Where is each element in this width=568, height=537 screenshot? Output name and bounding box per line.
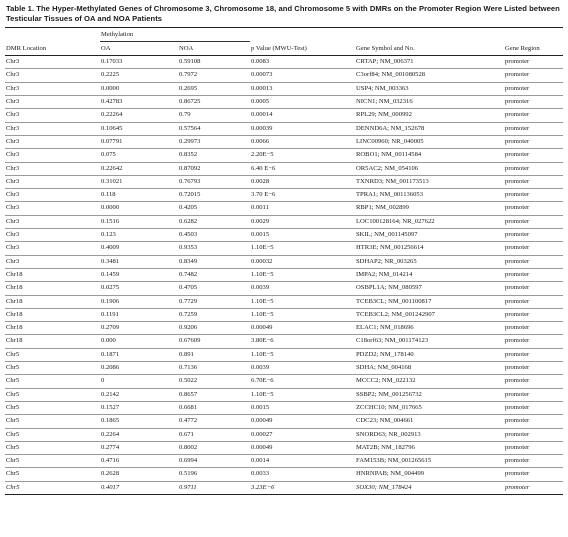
noa-value-cell: 0.6282 xyxy=(178,215,250,228)
p-value-cell: 0.0011 xyxy=(250,202,355,215)
oa-value-cell: 0.000 xyxy=(100,335,178,348)
oa-value-cell: 0.1527 xyxy=(100,401,178,414)
noa-value-cell: 0.7136 xyxy=(178,362,250,375)
gene-symbol-cell: OSBPL1A; NM_080597 xyxy=(355,282,504,295)
gene-region-cell: promoter xyxy=(504,268,563,281)
gene-symbol-cell: TPRA1; NM_001136053 xyxy=(355,189,504,202)
p-value-cell: 0.0015 xyxy=(250,229,355,242)
noa-value-cell: 0.57564 xyxy=(178,122,250,135)
gene-symbol-cell: IMPA2; NM_014214 xyxy=(355,268,504,281)
noa-value-cell: 0.86725 xyxy=(178,96,250,109)
p-value-cell: 0.0028 xyxy=(250,175,355,188)
dmr-location-cell: Chr18 xyxy=(5,322,100,335)
p-value-cell: 0.0066 xyxy=(250,135,355,148)
oa-value-cell: 0.075 xyxy=(100,149,178,162)
gene-symbol-cell: SDHAP2; NR_003265 xyxy=(355,255,504,268)
oa-value-cell: 0.123 xyxy=(100,229,178,242)
table-row xyxy=(5,282,563,295)
column-header-gene-region: Gene Region xyxy=(504,42,563,56)
noa-value-cell: 0.2695 xyxy=(178,82,250,95)
gene-region-cell: promoter xyxy=(504,162,563,175)
p-value-cell: 1.10E−5 xyxy=(250,268,355,281)
dmr-location-cell: Chr3 xyxy=(5,215,100,228)
oa-value-cell: 0.2142 xyxy=(100,388,178,401)
table-row xyxy=(5,82,563,95)
gene-region-cell: promoter xyxy=(504,202,563,215)
oa-value-cell: 0.1191 xyxy=(100,308,178,321)
table-row xyxy=(5,56,563,69)
oa-value-cell: 0.22264 xyxy=(100,109,178,122)
oa-value-cell: 0.22642 xyxy=(100,162,178,175)
oa-value-cell: 0.118 xyxy=(100,189,178,202)
noa-value-cell: 0.72015 xyxy=(178,189,250,202)
gene-symbol-cell: SKIL; NM_001145097 xyxy=(355,229,504,242)
oa-value-cell: 0.2774 xyxy=(100,441,178,454)
dmr-location-cell: Chr3 xyxy=(5,122,100,135)
table-row xyxy=(5,149,563,162)
p-value-cell: 0.00013 xyxy=(250,82,355,95)
noa-value-cell: 0.6681 xyxy=(178,401,250,414)
noa-value-cell: 0.8657 xyxy=(178,388,250,401)
noa-value-cell: 0.8002 xyxy=(178,441,250,454)
gene-symbol-cell: RBP1; NM_002899 xyxy=(355,202,504,215)
p-value-cell: 1.10E−5 xyxy=(250,348,355,361)
p-value-cell: 0.00014 xyxy=(250,109,355,122)
noa-value-cell: 0.6994 xyxy=(178,455,250,468)
dmr-location-cell: Chr5 xyxy=(5,348,100,361)
oa-value-cell: 0.2086 xyxy=(100,362,178,375)
table-row xyxy=(5,96,563,109)
noa-value-cell: 0.76793 xyxy=(178,175,250,188)
p-value-cell: 3.70 E−6 xyxy=(250,189,355,202)
gene-region-cell: promoter xyxy=(504,481,563,494)
table-row xyxy=(5,415,563,428)
noa-value-cell: 0.9206 xyxy=(178,322,250,335)
table-row xyxy=(5,375,563,388)
oa-value-cell: 0.1459 xyxy=(100,268,178,281)
document-page xyxy=(5,4,563,495)
dmr-location-cell: Chr3 xyxy=(5,162,100,175)
noa-value-cell: 0.8352 xyxy=(178,149,250,162)
table-row xyxy=(5,202,563,215)
dmr-location-cell: Chr3 xyxy=(5,109,100,122)
noa-value-cell: 0.29973 xyxy=(178,135,250,148)
table-row xyxy=(5,162,563,175)
noa-value-cell: 0.7259 xyxy=(178,308,250,321)
table-row xyxy=(5,109,563,122)
gene-region-cell: promoter xyxy=(504,175,563,188)
p-value-cell: 0.0014 xyxy=(250,455,355,468)
gene-region-cell: promoter xyxy=(504,335,563,348)
gene-region-cell: promoter xyxy=(504,69,563,82)
noa-value-cell: 0.671 xyxy=(178,428,250,441)
gene-symbol-cell: TXNRD3; NM_001173513 xyxy=(355,175,504,188)
table-row xyxy=(5,268,563,281)
gene-symbol-cell: PDZD2; NM_178140 xyxy=(355,348,504,361)
p-value-cell: 1.10E−5 xyxy=(250,388,355,401)
dmr-location-cell: Chr18 xyxy=(5,282,100,295)
gene-region-cell: promoter xyxy=(504,96,563,109)
gene-region-cell: promoter xyxy=(504,135,563,148)
oa-value-cell: 0.07791 xyxy=(100,135,178,148)
noa-value-cell: 0.7972 xyxy=(178,69,250,82)
gene-symbol-cell: CDC23; NM_004661 xyxy=(355,415,504,428)
dmr-location-cell: Chr5 xyxy=(5,455,100,468)
table-row xyxy=(5,322,563,335)
gene-region-cell: promoter xyxy=(504,401,563,414)
p-value-cell: 6.70E−6 xyxy=(250,375,355,388)
gene-region-cell: promoter xyxy=(504,189,563,202)
header-spacer xyxy=(5,28,100,42)
gene-symbol-cell: SSBP2; NM_001256732 xyxy=(355,388,504,401)
gene-symbol-cell: SOX30; NM_178424 xyxy=(355,481,504,494)
oa-value-cell: 0.2709 xyxy=(100,322,178,335)
gene-region-cell: promoter xyxy=(504,149,563,162)
p-value-cell: 0.00039 xyxy=(250,122,355,135)
p-value-cell: 0.00032 xyxy=(250,255,355,268)
gene-region-cell: promoter xyxy=(504,388,563,401)
p-value-cell: 1.10E−5 xyxy=(250,242,355,255)
methylation-table xyxy=(5,27,563,495)
gene-region-cell: promoter xyxy=(504,348,563,361)
p-value-cell: 1.10E−5 xyxy=(250,295,355,308)
dmr-location-cell: Chr18 xyxy=(5,295,100,308)
noa-value-cell: 0.87092 xyxy=(178,162,250,175)
p-value-cell: 0.00049 xyxy=(250,322,355,335)
gene-region-cell: promoter xyxy=(504,415,563,428)
p-value-cell: 3.80E−6 xyxy=(250,335,355,348)
table-row xyxy=(5,215,563,228)
table-row xyxy=(5,335,563,348)
noa-value-cell: 0.79 xyxy=(178,109,250,122)
dmr-location-cell: Chr3 xyxy=(5,229,100,242)
noa-value-cell: 0.5022 xyxy=(178,375,250,388)
oa-value-cell: 0.4017 xyxy=(100,481,178,494)
noa-value-cell: 0.5196 xyxy=(178,468,250,481)
gene-region-cell: promoter xyxy=(504,428,563,441)
gene-region-cell: promoter xyxy=(504,282,563,295)
gene-region-cell: promoter xyxy=(504,295,563,308)
p-value-cell: 0.0005 xyxy=(250,96,355,109)
p-value-cell: 0.00049 xyxy=(250,415,355,428)
p-value-cell: 0.0029 xyxy=(250,215,355,228)
gene-symbol-cell: SDHA; NM_004168 xyxy=(355,362,504,375)
gene-symbol-cell: FAM153B; NM_001265615 xyxy=(355,455,504,468)
table-body xyxy=(5,56,563,495)
table-caption: Table 1. The Hyper-Methylated Genes of Chromosome 3, Chromosome 18, and Chromosome 5 with DMRs on the Promoter Region Were Listed between Testicular Tissues of OA and NOA Patients xyxy=(6,4,560,23)
dmr-location-cell: Chr3 xyxy=(5,255,100,268)
header-spacer xyxy=(355,28,504,42)
oa-value-cell: 0.4716 xyxy=(100,455,178,468)
gene-symbol-cell: DENND6A; NM_152678 xyxy=(355,122,504,135)
dmr-location-cell: Chr5 xyxy=(5,388,100,401)
gene-symbol-cell: HTR3E; NM_001256614 xyxy=(355,242,504,255)
dmr-location-cell: Chr5 xyxy=(5,441,100,454)
table-row xyxy=(5,175,563,188)
table-row xyxy=(5,481,563,494)
oa-value-cell: 0.1865 xyxy=(100,415,178,428)
oa-value-cell: 0 xyxy=(100,375,178,388)
gene-region-cell: promoter xyxy=(504,109,563,122)
gene-region-cell: promoter xyxy=(504,56,563,69)
oa-value-cell: 0.42783 xyxy=(100,96,178,109)
oa-value-cell: 0.1871 xyxy=(100,348,178,361)
gene-symbol-cell: C18orf63; NM_001174123 xyxy=(355,335,504,348)
dmr-location-cell: Chr18 xyxy=(5,335,100,348)
gene-symbol-cell: ZCCHC10; NM_017665 xyxy=(355,401,504,414)
dmr-location-cell: Chr18 xyxy=(5,268,100,281)
gene-symbol-cell: C3orf84; NM_001080528 xyxy=(355,69,504,82)
header-spacer xyxy=(250,28,355,42)
column-header-noa: NOA xyxy=(178,42,250,56)
noa-value-cell: 0.891 xyxy=(178,348,250,361)
dmr-location-cell: Chr3 xyxy=(5,135,100,148)
oa-value-cell: 0.0000 xyxy=(100,82,178,95)
table-row xyxy=(5,189,563,202)
gene-symbol-cell: USP4; NM_003363 xyxy=(355,82,504,95)
table-row xyxy=(5,428,563,441)
gene-region-cell: promoter xyxy=(504,322,563,335)
table-row xyxy=(5,122,563,135)
p-value-cell: 0.00027 xyxy=(250,428,355,441)
p-value-cell: 0.0039 xyxy=(250,282,355,295)
gene-region-cell: promoter xyxy=(504,362,563,375)
oa-value-cell: 0.17033 xyxy=(100,56,178,69)
gene-symbol-cell: CRTAP; NM_006371 xyxy=(355,56,504,69)
p-value-cell: 6.40 E−6 xyxy=(250,162,355,175)
dmr-location-cell: Chr5 xyxy=(5,481,100,494)
oa-value-cell: 0.31021 xyxy=(100,175,178,188)
gene-region-cell: promoter xyxy=(504,255,563,268)
dmr-location-cell: Chr3 xyxy=(5,56,100,69)
p-value-cell: 1.10E−5 xyxy=(250,308,355,321)
gene-symbol-cell: TCEB3CL; NM_001100817 xyxy=(355,295,504,308)
table-row xyxy=(5,455,563,468)
dmr-location-cell: Chr5 xyxy=(5,415,100,428)
table-row xyxy=(5,135,563,148)
oa-value-cell: 0.2264 xyxy=(100,428,178,441)
table-row xyxy=(5,401,563,414)
dmr-location-cell: Chr5 xyxy=(5,375,100,388)
noa-value-cell: 0.7729 xyxy=(178,295,250,308)
noa-value-cell: 0.9711 xyxy=(178,481,250,494)
gene-region-cell: promoter xyxy=(504,215,563,228)
noa-value-cell: 0.9353 xyxy=(178,242,250,255)
p-value-cell: 0.00073 xyxy=(250,69,355,82)
gene-symbol-cell: ELAC1; NM_018696 xyxy=(355,322,504,335)
gene-symbol-cell: NICN1; NM_032316 xyxy=(355,96,504,109)
gene-region-cell: promoter xyxy=(504,375,563,388)
noa-value-cell: 0.59108 xyxy=(178,56,250,69)
gene-symbol-cell: MAT2B; NM_182796 xyxy=(355,441,504,454)
table-row xyxy=(5,229,563,242)
p-value-cell: 3.23E−6 xyxy=(250,481,355,494)
oa-value-cell: 0.4009 xyxy=(100,242,178,255)
noa-value-cell: 0.4205 xyxy=(178,202,250,215)
oa-value-cell: 0.1516 xyxy=(100,215,178,228)
gene-symbol-cell: LOC100128164; NR_027622 xyxy=(355,215,504,228)
oa-value-cell: 0.0000 xyxy=(100,202,178,215)
gene-symbol-cell: LINC00960; NR_040005 xyxy=(355,135,504,148)
oa-value-cell: 0.2628 xyxy=(100,468,178,481)
gene-symbol-cell: HNRNPAB; NM_004499 xyxy=(355,468,504,481)
noa-value-cell: 0.4503 xyxy=(178,229,250,242)
dmr-location-cell: Chr5 xyxy=(5,468,100,481)
oa-value-cell: 0.10645 xyxy=(100,122,178,135)
column-header-p-value: p Value (MWU-Test) xyxy=(250,42,355,56)
header-spacer xyxy=(504,28,563,42)
dmr-location-cell: Chr3 xyxy=(5,189,100,202)
p-value-cell: 0.00049 xyxy=(250,441,355,454)
dmr-location-cell: Chr3 xyxy=(5,82,100,95)
dmr-location-cell: Chr5 xyxy=(5,362,100,375)
gene-region-cell: promoter xyxy=(504,229,563,242)
oa-value-cell: 0.0275 xyxy=(100,282,178,295)
table-row xyxy=(5,295,563,308)
dmr-location-cell: Chr5 xyxy=(5,428,100,441)
gene-region-cell: promoter xyxy=(504,308,563,321)
gene-region-cell: promoter xyxy=(504,441,563,454)
dmr-location-cell: Chr18 xyxy=(5,308,100,321)
column-header-dmr-location: DMR Location xyxy=(5,42,100,56)
dmr-location-cell: Chr3 xyxy=(5,149,100,162)
oa-value-cell: 0.1906 xyxy=(100,295,178,308)
header-columns-row xyxy=(5,42,563,56)
dmr-location-cell: Chr3 xyxy=(5,242,100,255)
table-row xyxy=(5,468,563,481)
gene-region-cell: promoter xyxy=(504,122,563,135)
dmr-location-cell: Chr3 xyxy=(5,69,100,82)
table-row xyxy=(5,441,563,454)
gene-symbol-cell: MCCC2; NM_022132 xyxy=(355,375,504,388)
p-value-cell: 0.0015 xyxy=(250,401,355,414)
noa-value-cell: 0.7482 xyxy=(178,268,250,281)
p-value-cell: 0.0083 xyxy=(250,56,355,69)
header-group-row xyxy=(5,28,563,42)
gene-symbol-cell: SNORD63; NR_002913 xyxy=(355,428,504,441)
p-value-cell: 0.0039 xyxy=(250,362,355,375)
gene-symbol-cell: ROBO1; NM_00114584 xyxy=(355,149,504,162)
noa-value-cell: 0.8349 xyxy=(178,255,250,268)
column-header-oa: OA xyxy=(100,42,178,56)
gene-region-cell: promoter xyxy=(504,242,563,255)
table-row xyxy=(5,362,563,375)
noa-value-cell: 0.4772 xyxy=(178,415,250,428)
table-row xyxy=(5,242,563,255)
dmr-location-cell: Chr5 xyxy=(5,401,100,414)
gene-region-cell: promoter xyxy=(504,455,563,468)
oa-value-cell: 0.3481 xyxy=(100,255,178,268)
dmr-location-cell: Chr3 xyxy=(5,202,100,215)
gene-symbol-cell: TCEB3CL2; NM_001242907 xyxy=(355,308,504,321)
p-value-cell: 2.20E−5 xyxy=(250,149,355,162)
noa-value-cell: 0.4705 xyxy=(178,282,250,295)
table-row xyxy=(5,388,563,401)
dmr-location-cell: Chr3 xyxy=(5,96,100,109)
gene-symbol-cell: RPL29; NM_000992 xyxy=(355,109,504,122)
table-header xyxy=(5,28,563,56)
p-value-cell: 0.0033 xyxy=(250,468,355,481)
gene-region-cell: promoter xyxy=(504,82,563,95)
methylation-group-header: Methylation xyxy=(100,28,250,42)
dmr-location-cell: Chr3 xyxy=(5,175,100,188)
noa-value-cell: 0.67609 xyxy=(178,335,250,348)
gene-region-cell: promoter xyxy=(504,468,563,481)
table-row xyxy=(5,69,563,82)
gene-symbol-cell: OR5AC2; NM_054106 xyxy=(355,162,504,175)
oa-value-cell: 0.2225 xyxy=(100,69,178,82)
table-row xyxy=(5,308,563,321)
column-header-gene-symbol: Gene Symbol and No. xyxy=(355,42,504,56)
table-row xyxy=(5,348,563,361)
table-row xyxy=(5,255,563,268)
